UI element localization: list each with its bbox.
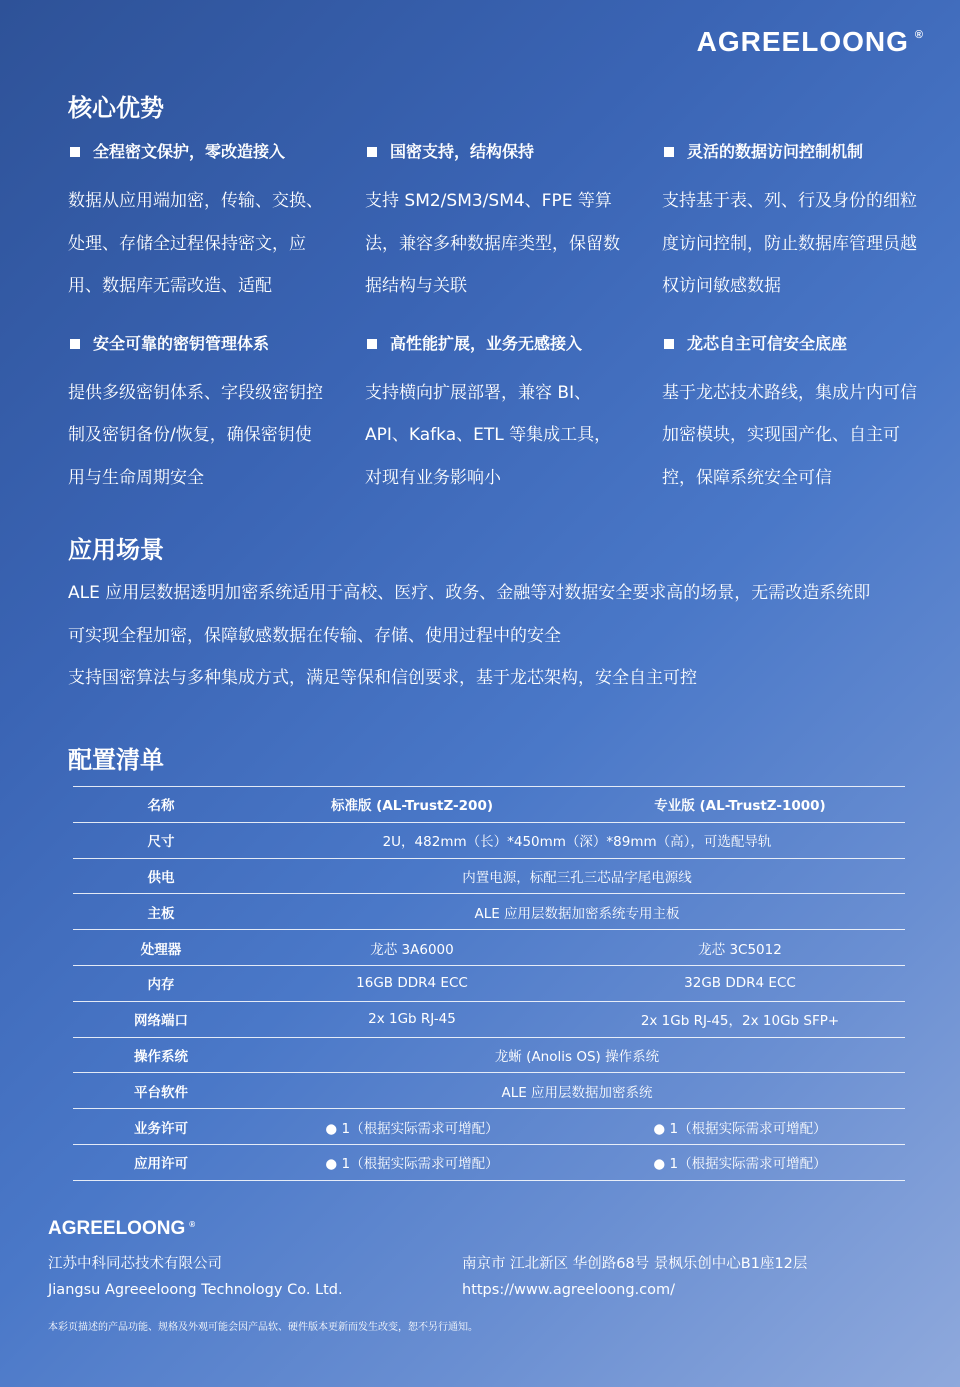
table-row — [73, 858, 905, 894]
brand-name: AGREELOONG — [696, 26, 909, 57]
row-value: ALE 应用层数据加密系统专用主板 — [474, 905, 680, 922]
row-value-standard: ● 1（根据实际需求可增配） — [325, 1156, 499, 1173]
footer-brand-name: AGREELOONG — [48, 1218, 186, 1239]
row-value-pro: 2x 1Gb RJ-45，2x 10Gb SFP+ — [640, 1013, 840, 1030]
feature-item — [68, 138, 365, 308]
row-value-pro: 龙芯 3C5012 — [698, 941, 782, 958]
row-value-standard: 龙芯 3A6000 — [370, 941, 454, 958]
table-row — [73, 894, 905, 930]
row-value: 内置电源，标配三孔三芯品字尾电源线 — [462, 869, 692, 886]
feature-title: 安全可靠的密钥管理体系 — [68, 330, 365, 358]
row-value-standard: 16GB DDR4 ECC — [356, 975, 468, 992]
header-label: 名称 — [147, 798, 175, 815]
row-label: 操作系统 — [134, 1048, 188, 1065]
feature-title: 国密支持，结构保持 — [365, 138, 662, 166]
core-advantages-title: 核心优势 — [68, 94, 164, 122]
table-row — [73, 1144, 905, 1180]
row-label: 尺寸 — [147, 834, 175, 851]
row-label: 处理器 — [140, 941, 182, 958]
registered-mark: ® — [914, 29, 924, 41]
row-label: 内存 — [147, 977, 175, 994]
feature-item — [662, 330, 928, 500]
square-bullet-icon — [664, 147, 674, 157]
row-value-pro: ● 1（根据实际需求可增配） — [653, 1156, 827, 1173]
row-value-standard: 2x 1Gb RJ-45 — [368, 1011, 456, 1028]
header-pro: 专业版 (AL-TrustZ-1000) — [654, 798, 826, 815]
table-row — [73, 930, 905, 966]
registered-mark: ® — [189, 1220, 196, 1229]
feature-item — [365, 138, 662, 308]
square-bullet-icon — [70, 339, 80, 349]
feature-item — [662, 138, 928, 308]
company-address: 南京市 江北新区 华创路68号 景枫乐创中心B1座12层 — [462, 1256, 808, 1272]
feature-body: 提供多级密钥体系、字段级密钥控制及密钥备份/恢复，确保密钥使用与生命周期安全 — [68, 382, 323, 488]
row-label: 业务许可 — [134, 1120, 188, 1137]
brand-logo-footer — [48, 1218, 195, 1240]
header-standard: 标准版 (AL-TrustZ-200) — [330, 798, 494, 815]
scenario-line: 支持国密算法与多种集成方式，满足等保和信创要求，基于龙芯架构，安全自主可控 — [68, 668, 697, 688]
feature-body: 基于龙芯技术路线，集成片内可信加密模块，实现国产化、自主可控，保障系统安全可信 — [662, 382, 917, 488]
row-label: 平台软件 — [134, 1084, 188, 1101]
company-info — [48, 1251, 343, 1303]
row-value: 2U，482mm（长）*450mm（深）*89mm（高），可选配导轨 — [382, 834, 772, 851]
feature-body: 支持 SM2/SM3/SM4、FPE 等算法，兼容多种数据库类型，保留数据结构与关联 — [365, 191, 620, 296]
row-label: 应用许可 — [134, 1156, 188, 1173]
row-value: ALE 应用层数据加密系统 — [501, 1084, 653, 1101]
table-row — [73, 1073, 905, 1109]
disclaimer: 本彩页描述的产品功能、规格及外观可能会因产品软、硬件版本更新而发生改变，恕不另行通知。 — [48, 1322, 478, 1333]
feature-title: 龙芯自主可信安全底座 — [662, 330, 928, 358]
scenario-line: ALE 应用层数据透明加密系统适用于高校、医疗、政务、金融等对数据安全要求高的场景，无需改造系统即 — [68, 583, 871, 603]
table-row — [73, 1109, 905, 1145]
feature-title: 高性能扩展，业务无感接入 — [365, 330, 662, 358]
row-value-standard: ● 1（根据实际需求可增配） — [325, 1120, 499, 1137]
table-header-row — [73, 787, 905, 823]
table-row — [73, 1037, 905, 1073]
config-title: 配置清单 — [68, 746, 164, 774]
square-bullet-icon — [367, 339, 377, 349]
row-value-pro: ● 1（根据实际需求可增配） — [653, 1120, 827, 1137]
company-name-cn: 江苏中科同芯技术有限公司 — [48, 1256, 222, 1272]
config-table — [73, 786, 905, 1181]
table-row — [73, 965, 905, 1001]
scenarios-title: 应用场景 — [68, 536, 164, 564]
row-label: 供电 — [147, 869, 175, 886]
row-label: 网络端口 — [134, 1013, 188, 1030]
feature-title: 灵活的数据访问控制机制 — [662, 138, 928, 166]
scenario-line: 可实现全程加密，保障敏感数据在传输、存储、使用过程中的安全 — [68, 625, 561, 646]
row-value: 龙蜥 (Anolis OS) 操作系统 — [494, 1048, 660, 1065]
feature-body: 支持横向扩展部署，兼容 BI、API、Kafka、ETL 等集成工具，对现有业务影响小 — [365, 382, 612, 488]
square-bullet-icon — [664, 339, 674, 349]
feature-title: 全程密文保护，零改造接入 — [68, 138, 365, 166]
row-value-pro: 32GB DDR4 ECC — [684, 975, 796, 992]
company-name-en: Jiangsu Agreeeloong Technology Co. Ltd. — [48, 1282, 343, 1298]
feature-item — [365, 330, 662, 500]
table-row — [73, 1001, 905, 1037]
feature-body: 数据从应用端加密，传输、交换、处理、存储全过程保持密文，应用、数据库无需改造、适配 — [68, 191, 323, 296]
scenarios-text — [68, 572, 928, 700]
feature-item — [68, 330, 365, 500]
square-bullet-icon — [367, 147, 377, 157]
company-website-link[interactable]: https://www.agreeloong.com/ — [462, 1282, 676, 1298]
brand-logo-top — [697, 26, 924, 58]
feature-body: 支持基于表、列、行及身份的细粒度访问控制，防止数据库管理员越权访问敏感数据 — [662, 191, 917, 296]
row-label: 主板 — [147, 905, 175, 922]
square-bullet-icon — [70, 147, 80, 157]
table-row — [73, 822, 905, 858]
features-grid — [68, 138, 928, 499]
contact-info — [462, 1251, 807, 1303]
